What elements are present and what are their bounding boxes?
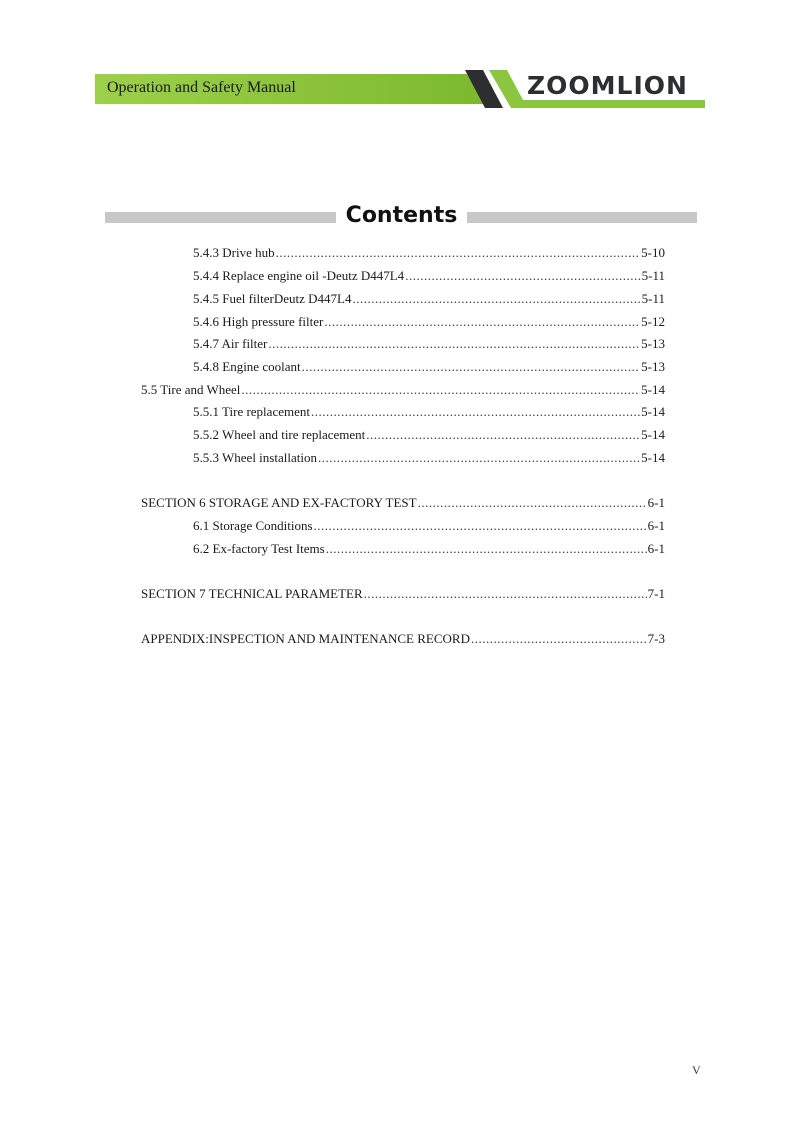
toc-entry[interactable] <box>141 381 665 399</box>
toc-leader <box>418 494 647 512</box>
toc-entry-page: 6-1 <box>647 518 665 533</box>
manual-title: Operation and Safety Manual <box>107 79 296 96</box>
toc-leader <box>353 290 641 308</box>
toc-entry-page: 5-10 <box>641 245 665 260</box>
heading-rule-left <box>105 212 336 223</box>
toc-entry-page: 5-14 <box>641 427 665 442</box>
brand-logo-text: ZOOMLION <box>527 71 688 100</box>
toc-entry-title: 5.5.2 Wheel and tire replacement <box>193 427 366 442</box>
toc-entry-title: 5.4.8 Engine coolant <box>193 359 301 374</box>
toc-entry-page: 5-14 <box>641 450 665 465</box>
header-banner <box>95 70 705 110</box>
contents-title: Contents <box>345 203 458 228</box>
toc-leader <box>364 585 647 603</box>
toc-leader <box>366 426 640 444</box>
toc-entry-title: 6.2 Ex-factory Test Items <box>193 541 325 556</box>
toc-entry[interactable] <box>141 494 665 512</box>
toc-entry-title: APPENDIX:INSPECTION AND MAINTENANCE RECORD <box>141 631 470 646</box>
toc-leader <box>314 517 647 535</box>
toc-leader <box>318 449 640 467</box>
page-number: V <box>692 1063 701 1077</box>
toc-entry-page: 5-13 <box>641 336 665 351</box>
heading-rule-right <box>467 212 697 223</box>
toc-leader <box>311 403 640 421</box>
toc-entry[interactable] <box>193 267 665 285</box>
toc-entry-title: 5.4.5 Fuel filterDeutz D447L4 <box>193 291 352 306</box>
toc-leader <box>302 358 641 376</box>
toc-entry-title: 5.4.6 High pressure filter <box>193 314 324 329</box>
toc-entry-title: 5.5.1 Tire replacement <box>193 404 310 419</box>
toc-entry[interactable] <box>141 585 665 603</box>
toc-entry[interactable] <box>141 630 665 648</box>
toc-entry[interactable] <box>193 290 665 308</box>
toc-leader <box>326 540 647 558</box>
toc-entry[interactable] <box>193 403 665 421</box>
toc-entry[interactable] <box>193 244 665 262</box>
toc-entry-page: 5-13 <box>641 359 665 374</box>
toc-leader <box>276 244 641 262</box>
toc-entry-page: 5-11 <box>641 268 665 283</box>
toc-entry-page: 6-1 <box>647 495 665 510</box>
toc-entry[interactable] <box>193 426 665 444</box>
toc-entry-title: 6.1 Storage Conditions <box>193 518 313 533</box>
contents-heading <box>105 203 697 231</box>
toc-entry-page: 5-11 <box>641 291 665 306</box>
toc-entry-page: 7-3 <box>647 631 665 646</box>
toc-entry[interactable] <box>193 313 665 331</box>
toc-entry-title: SECTION 6 STORAGE AND EX-FACTORY TEST <box>141 495 417 510</box>
toc-entry-title: 5.5.3 Wheel installation <box>193 450 317 465</box>
toc-entry[interactable] <box>193 449 665 467</box>
toc-leader <box>471 630 647 648</box>
toc-entry[interactable] <box>193 517 665 535</box>
toc-entry-title: 5.5 Tire and Wheel <box>141 382 241 397</box>
toc-entry-page: 5-14 <box>641 404 665 419</box>
toc-entry-page: 6-1 <box>647 541 665 556</box>
toc-entry-page: 5-12 <box>641 314 665 329</box>
toc-entry[interactable] <box>193 540 665 558</box>
toc-entry[interactable] <box>193 335 665 353</box>
toc-entry-title: 5.4.3 Drive hub <box>193 245 275 260</box>
toc-leader <box>324 313 640 331</box>
toc-leader <box>405 267 640 285</box>
toc-leader <box>268 335 640 353</box>
toc-entry-title: SECTION 7 TECHNICAL PARAMETER <box>141 586 363 601</box>
toc-entry-page: 5-14 <box>641 382 665 397</box>
toc-entry[interactable] <box>193 358 665 376</box>
toc-entry-title: 5.4.4 Replace engine oil -Deutz D447L4 <box>193 268 405 283</box>
toc-entry-page: 7-1 <box>647 586 665 601</box>
toc-leader <box>241 381 640 399</box>
toc-entry-title: 5.4.7 Air filter <box>193 336 268 351</box>
